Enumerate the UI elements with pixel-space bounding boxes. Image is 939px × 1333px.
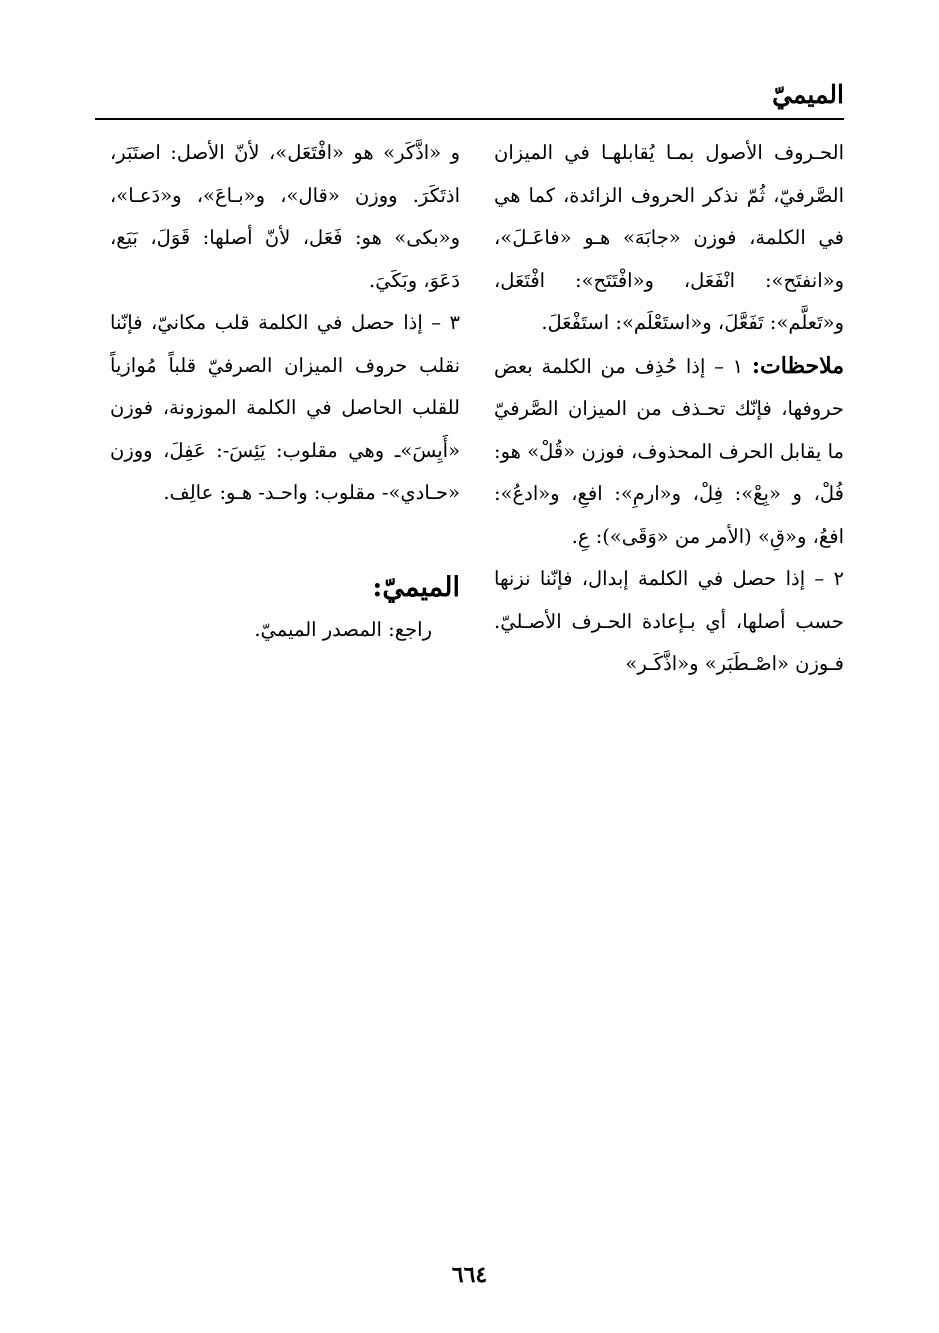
header-rule [95, 118, 844, 120]
note-1: ١ – إذا حُذِف من الكلمة بعض حروفها، فإنّك تحـذف من الميزان الصَّرفيّ ما يقابل الحرف المحذوف، فوزن «قُلْ» هو: فُلْ، و «بِعْ»: فِلْ، و«ارمِ»: افعِ، و«ادعُ»: افعُ، و«قِ» (الأمر من «وَقَى»): عِ. [494, 354, 844, 548]
notes-label: ملاحظات: [751, 352, 844, 379]
note-2: ٢ – إذا حصل في الكلمة إبدال، فإنّنا نزنها حسب أصلها، أي بـإعادة الحـرف الأصـليّ. فـوزن «اصْـطَبَر» و«اذَّكَـر» [494, 567, 844, 675]
right-column [494, 132, 844, 686]
paragraph-weights: الحـروف الأصول بمـا يُقابلهـا في الميزان الصَّرفيّ، ثُمّ نذكر الحروف الزائدة، كما هي في الكلمة، فوزن «جابَهَ» هـو «فاعَـلَ»، و«انفتَح»: انْفَعَل، و«افْتَتَح»: افْتَعَل، و«تَعلَّم»: تَفَعَّلَ، و«استَعْلَم»: استَفْعَلَ. [494, 141, 844, 334]
left-column [110, 132, 460, 652]
note-3: ٣ – إذا حصل في الكلمة قلب مكانيّ، فإنّنا نقلب حروف الميزان الصرفيّ قلباً مُوازياً للقلب الحاصل في الكلمة الموزونة، فوزن «أَيِسَ»ـ وهي مقلوب: يَئِسَ-: عَفِلَ، ووزن «حـادي»- مقلوب: واحـد- هـو: عالِف. [110, 311, 460, 504]
entry-headword: الميميّ: [372, 571, 460, 603]
paragraph-continuation: و «اذَّكَر» هو «افْتَعَل»، لأنّ الأصل: اصتَبَر، اذتَكَرَ. ووزن «قال»، و«بـاعَ»، و«دَعـا»، و«بكى» هو: فَعَل، لأنّ أصلها: قَوَلَ، بَيَع، دَعَوَ، وبَكَيَ. [110, 141, 460, 292]
entry-text: راجع: المصدر الميميّ. [254, 618, 432, 641]
notes-paragraph [494, 345, 844, 559]
running-head: الميميّ [772, 80, 844, 109]
page-number: ٦٦٤ [451, 1262, 488, 1288]
